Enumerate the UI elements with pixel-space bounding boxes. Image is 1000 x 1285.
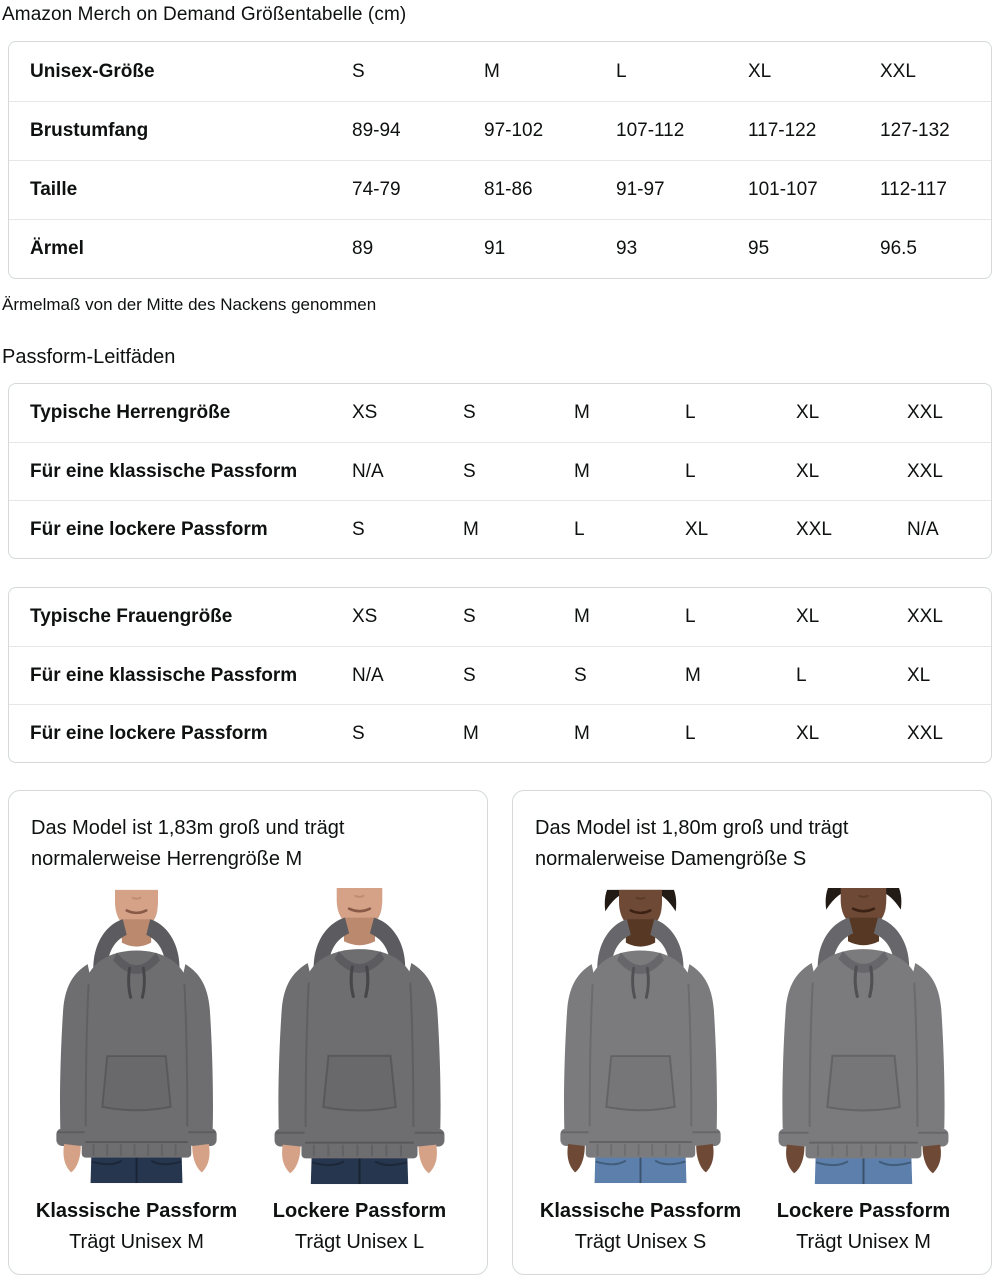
table-cell: M bbox=[463, 722, 479, 744]
fit-label: Lockere Passform bbox=[272, 1200, 447, 1222]
table-cell: 91 bbox=[484, 238, 506, 259]
table-cell: S bbox=[463, 606, 476, 627]
table-cell: XXL bbox=[796, 518, 832, 540]
row-label: Für eine klassische Passform bbox=[30, 664, 298, 686]
table-row bbox=[9, 704, 991, 762]
table-row bbox=[9, 646, 991, 704]
classic-fit-caption bbox=[533, 1200, 748, 1254]
table-row bbox=[9, 442, 991, 500]
table-cell: S bbox=[463, 460, 476, 482]
table-cell: XL bbox=[907, 664, 931, 686]
male-model-loose-illustration bbox=[252, 888, 467, 1185]
loose-fit-caption bbox=[756, 1200, 971, 1254]
table-row bbox=[9, 101, 991, 160]
table-cell: XL bbox=[685, 518, 709, 540]
photo-row bbox=[533, 888, 971, 1185]
table-cell: 117-122 bbox=[748, 120, 817, 141]
womens-fit-table bbox=[8, 587, 992, 763]
table-cell: M bbox=[574, 460, 590, 482]
table-cell: XS bbox=[352, 402, 378, 423]
model-photo-loose-fit bbox=[756, 888, 971, 1185]
table-cell: XXL bbox=[907, 402, 943, 423]
table-cell: 127-132 bbox=[880, 120, 950, 141]
table-cell: M bbox=[574, 402, 590, 423]
table-cell: S bbox=[574, 664, 587, 686]
sleeve-measure-note: Ärmelmaß von der Mitte des Nackens genommen bbox=[2, 295, 377, 314]
table-cell: 89-94 bbox=[352, 120, 401, 141]
table-cell: 89 bbox=[352, 238, 374, 259]
table-cell: 74-79 bbox=[352, 179, 401, 200]
table-cell: 91-97 bbox=[616, 179, 665, 200]
table-cell: L bbox=[685, 402, 696, 423]
table-cell: XXL bbox=[907, 460, 943, 482]
row-label: Für eine klassische Passform bbox=[30, 460, 298, 482]
size-guide-page bbox=[2, 4, 992, 1275]
table-row bbox=[9, 42, 991, 101]
model-photo-classic-fit bbox=[29, 888, 244, 1185]
wears-label: Trägt Unisex M bbox=[69, 1231, 204, 1253]
photo-captions bbox=[29, 1200, 467, 1254]
row-label: Typische Herrengröße bbox=[30, 402, 231, 423]
model-cards bbox=[8, 790, 992, 1275]
table-cell: XXL bbox=[907, 606, 943, 627]
mens-fit-table bbox=[8, 383, 992, 559]
table-cell: S bbox=[352, 60, 365, 82]
loose-fit-caption bbox=[252, 1200, 467, 1254]
fit-label: Lockere Passform bbox=[776, 1200, 951, 1222]
table-cell: XL bbox=[796, 606, 820, 627]
row-label: Für eine lockere Passform bbox=[30, 518, 268, 540]
table-cell: N/A bbox=[352, 664, 384, 686]
table-cell: 107-112 bbox=[616, 120, 685, 141]
table-row bbox=[9, 384, 991, 442]
table-cell: 112-117 bbox=[880, 179, 947, 200]
table-cell: L bbox=[796, 664, 807, 686]
female-model-classic-illustration bbox=[533, 888, 748, 1185]
unisex-size-table bbox=[8, 41, 992, 279]
table-cell: M bbox=[574, 606, 590, 627]
model-description: Das Model ist 1,80m groß und trägt normalerweise Damengröße S bbox=[535, 817, 849, 870]
fit-label: Klassische Passform bbox=[539, 1200, 742, 1222]
photo-row bbox=[29, 888, 467, 1185]
table-cell: S bbox=[463, 402, 476, 423]
row-label: Ärmel bbox=[30, 238, 84, 259]
table-cell: M bbox=[685, 664, 701, 686]
table-cell: L bbox=[685, 606, 696, 627]
table-cell: XL bbox=[748, 60, 772, 82]
fit-label: Klassische Passform bbox=[35, 1200, 238, 1222]
table-cell: S bbox=[352, 518, 365, 540]
row-label: Unisex-Größe bbox=[30, 60, 155, 82]
table-cell: XL bbox=[796, 460, 820, 482]
table-cell: XS bbox=[352, 606, 378, 627]
table-row bbox=[9, 219, 991, 278]
mens-model-card bbox=[8, 790, 488, 1275]
photo-captions bbox=[533, 1200, 971, 1254]
model-description: Das Model ist 1,83m groß und trägt normalerweise Herrengröße M bbox=[31, 817, 345, 870]
table-cell: L bbox=[574, 518, 585, 540]
table-cell: M bbox=[484, 60, 500, 82]
table-cell: XXL bbox=[880, 60, 916, 82]
table-cell: L bbox=[685, 722, 696, 744]
model-photo-classic-fit bbox=[533, 888, 748, 1185]
male-model-classic-illustration bbox=[29, 888, 244, 1185]
classic-fit-caption bbox=[29, 1200, 244, 1254]
table-cell: XXL bbox=[907, 722, 943, 744]
table-cell: XL bbox=[796, 722, 820, 744]
table-cell: N/A bbox=[907, 518, 939, 540]
row-label: Taille bbox=[30, 179, 78, 200]
wears-label: Trägt Unisex L bbox=[294, 1231, 425, 1253]
model-photo-loose-fit bbox=[252, 888, 467, 1185]
table-cell: 97-102 bbox=[484, 120, 544, 141]
table-cell: 93 bbox=[616, 238, 638, 259]
page-title: Amazon Merch on Demand Größentabelle (cm) bbox=[2, 4, 407, 25]
womens-model-card bbox=[512, 790, 992, 1275]
table-cell: 81-86 bbox=[484, 179, 533, 200]
table-cell: L bbox=[616, 60, 627, 82]
row-label: Typische Frauengröße bbox=[30, 606, 233, 627]
wears-label: Trägt Unisex M bbox=[796, 1231, 931, 1253]
table-cell: 95 bbox=[748, 238, 770, 259]
table-row bbox=[9, 160, 991, 219]
row-label: Brustumfang bbox=[30, 120, 149, 141]
table-cell: 96.5 bbox=[880, 238, 917, 259]
table-cell: S bbox=[352, 722, 365, 744]
row-label: Für eine lockere Passform bbox=[30, 722, 268, 744]
table-row bbox=[9, 588, 991, 646]
table-row bbox=[9, 500, 991, 558]
female-model-loose-illustration bbox=[756, 888, 971, 1185]
wears-label: Trägt Unisex S bbox=[574, 1231, 707, 1253]
table-cell: XL bbox=[796, 402, 820, 423]
table-cell: S bbox=[463, 664, 476, 686]
table-cell: N/A bbox=[352, 460, 384, 482]
fit-guides-heading: Passform-Leitfäden bbox=[2, 346, 176, 368]
table-cell: M bbox=[574, 722, 590, 744]
table-cell: 101-107 bbox=[748, 179, 818, 200]
table-cell: M bbox=[463, 518, 479, 540]
table-cell: L bbox=[685, 460, 696, 482]
